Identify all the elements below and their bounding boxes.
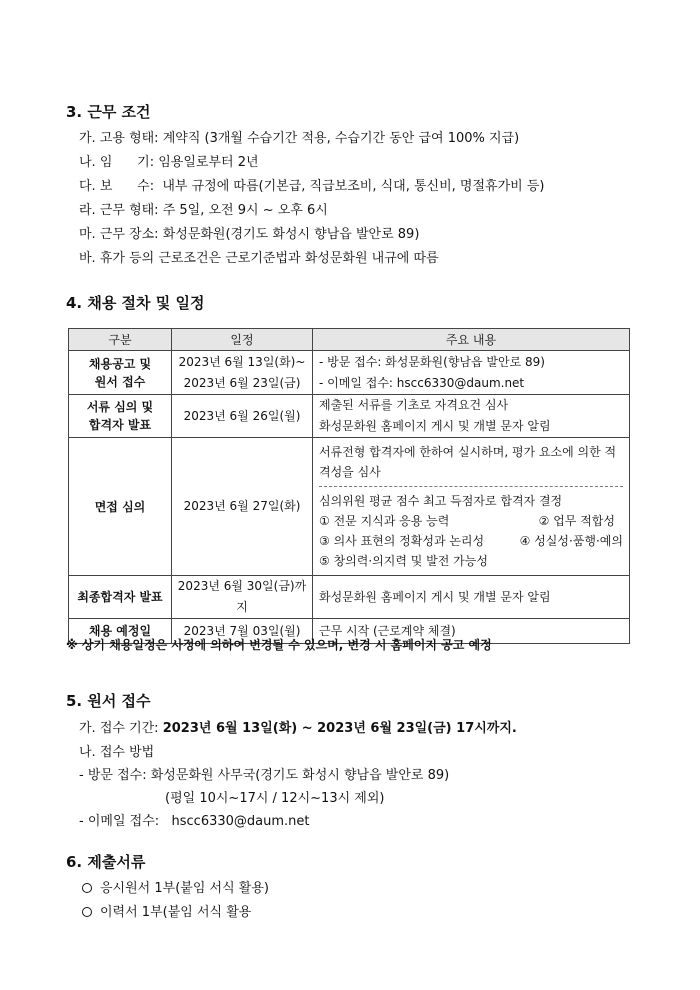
criterion-5: ⑤ 창의력·의지력 및 발전 가능성 [319, 554, 488, 568]
apply-method-line: 나. 접수 방법 [79, 745, 155, 760]
circle-bullet-icon [82, 907, 92, 917]
stage-cell: 채용 예정일 [69, 619, 172, 644]
schedule-table [68, 328, 630, 644]
stage-cell: 최종합격자 발표 [69, 576, 172, 619]
doc-announce-text: 화성문화원 홈페이지 게시 및 개별 문자 알림 [319, 419, 551, 433]
document-item-label: 응시원서 1부(붙임 서식 활용) [100, 881, 269, 896]
criteria-row [319, 511, 623, 531]
detail-cell: 화성문화원 홈페이지 게시 및 개별 문자 알림 [313, 576, 630, 619]
table-row [69, 438, 630, 576]
header-stage: 구분 [69, 329, 172, 351]
table-row [69, 395, 630, 438]
period-cell: 2023년 6월 27일(화) [172, 438, 313, 576]
visit-hours-line: (평일 10시~17시 / 12시~13시 제외) [165, 791, 385, 806]
document-item-label: 이력서 1부(붙임 서식 활용 [100, 905, 252, 920]
term-line: 나. 임 기: 임용일로부터 2년 [79, 155, 259, 170]
employment-type-line: 가. 고용 형태: 계약직 (3개월 수습기간 적용, 수습기간 동안 급여 100% 지급) [79, 131, 520, 146]
email-apply-text: - 이메일 접수: hscc6330@daum.net [319, 375, 525, 390]
leave-line: 바. 휴가 등의 근로조건은 근로기준법과 화성문화원 내규에 따름 [79, 251, 439, 266]
apply-period-line [79, 717, 517, 736]
period-cell: 2023년 6월 30일(금)까지 [172, 576, 313, 619]
interview-scope-text: 서류전형 합격자에 한하여 실시하며, 평가 요소에 의한 적격성을 심사 [319, 438, 623, 487]
header-period: 일정 [172, 329, 313, 351]
schedule-note: ※ 상기 채용일정은 사정에 의하여 변경될 수 있으며, 변경 시 홈페이지 공고 예정 [66, 638, 492, 652]
table-row [69, 576, 630, 619]
salary-line: 다. 보 수: 내부 규정에 따름(기본급, 직급보조비, 식대, 통신비, 명절휴가비 등) [79, 179, 545, 194]
visit-apply-line: - 방문 접수: 화성문화원 사무국(경기도 화성시 향남읍 발안로 89) [79, 768, 450, 783]
interview-criteria [319, 487, 623, 575]
detail-cell [313, 395, 630, 438]
document-item [82, 877, 269, 896]
section-3-title: 3. 근무 조건 [66, 103, 151, 121]
email-apply-line: - 이메일 접수: hscc6330@daum.net [79, 814, 310, 829]
period-cell: 2023년 6월 26일(월) [172, 395, 313, 438]
criterion-4: ④ 성실성·품행·예의 [519, 534, 623, 548]
visit-apply-text: - 방문 접수: 화성문화원(향남읍 발안로 89) [319, 354, 545, 369]
table-row [69, 351, 630, 395]
detail-cell [313, 351, 630, 395]
criterion-1: ① 전문 지식과 응용 능력 [319, 514, 450, 528]
stage-cell: 채용공고 및 원서 접수 [69, 351, 172, 395]
section-4-title: 4. 채용 절차 및 일정 [66, 294, 205, 312]
period-cell: 2023년 6월 13일(화)~ 2023년 6월 23일(금) [172, 351, 313, 395]
criterion-2: ② 업무 적합성 [538, 514, 615, 528]
section-6-title: 6. 제출서류 [66, 853, 146, 871]
criterion-3: ③ 의사 표현의 정확성과 논리성 [319, 534, 485, 548]
circle-bullet-icon [82, 883, 92, 893]
interview-decision-text: 심의위원 평균 점수 최고 득점자로 합격자 결정 [319, 494, 563, 508]
document-item [82, 901, 251, 920]
doc-review-text: 제출된 서류를 기초로 자격요건 심사 [319, 398, 509, 412]
criteria-row [319, 531, 623, 551]
header-content: 주요 내용 [313, 329, 630, 351]
detail-cell [313, 438, 630, 576]
apply-period-label: 가. 접수 기간: [79, 721, 163, 736]
apply-period-value: 2023년 6월 13일(화) ~ 2023년 6월 23일(금) 17시까지. [162, 721, 517, 736]
stage-cell: 서류 심의 및 합격자 발표 [69, 395, 172, 438]
section-5-title: 5. 원서 접수 [66, 692, 151, 710]
stage-cell: 면접 심의 [69, 438, 172, 576]
work-place-line: 마. 근무 장소: 화성문화원(경기도 화성시 향남읍 발안로 89) [79, 227, 420, 242]
work-type-line: 라. 근무 형태: 주 5일, 오전 9시 ~ 오후 6시 [79, 203, 328, 218]
detail-cell: 근무 시작 (근로계약 체결) [313, 619, 630, 644]
period-cell: 2023년 7월 03일(월) [172, 619, 313, 644]
table-header-row [69, 329, 630, 351]
